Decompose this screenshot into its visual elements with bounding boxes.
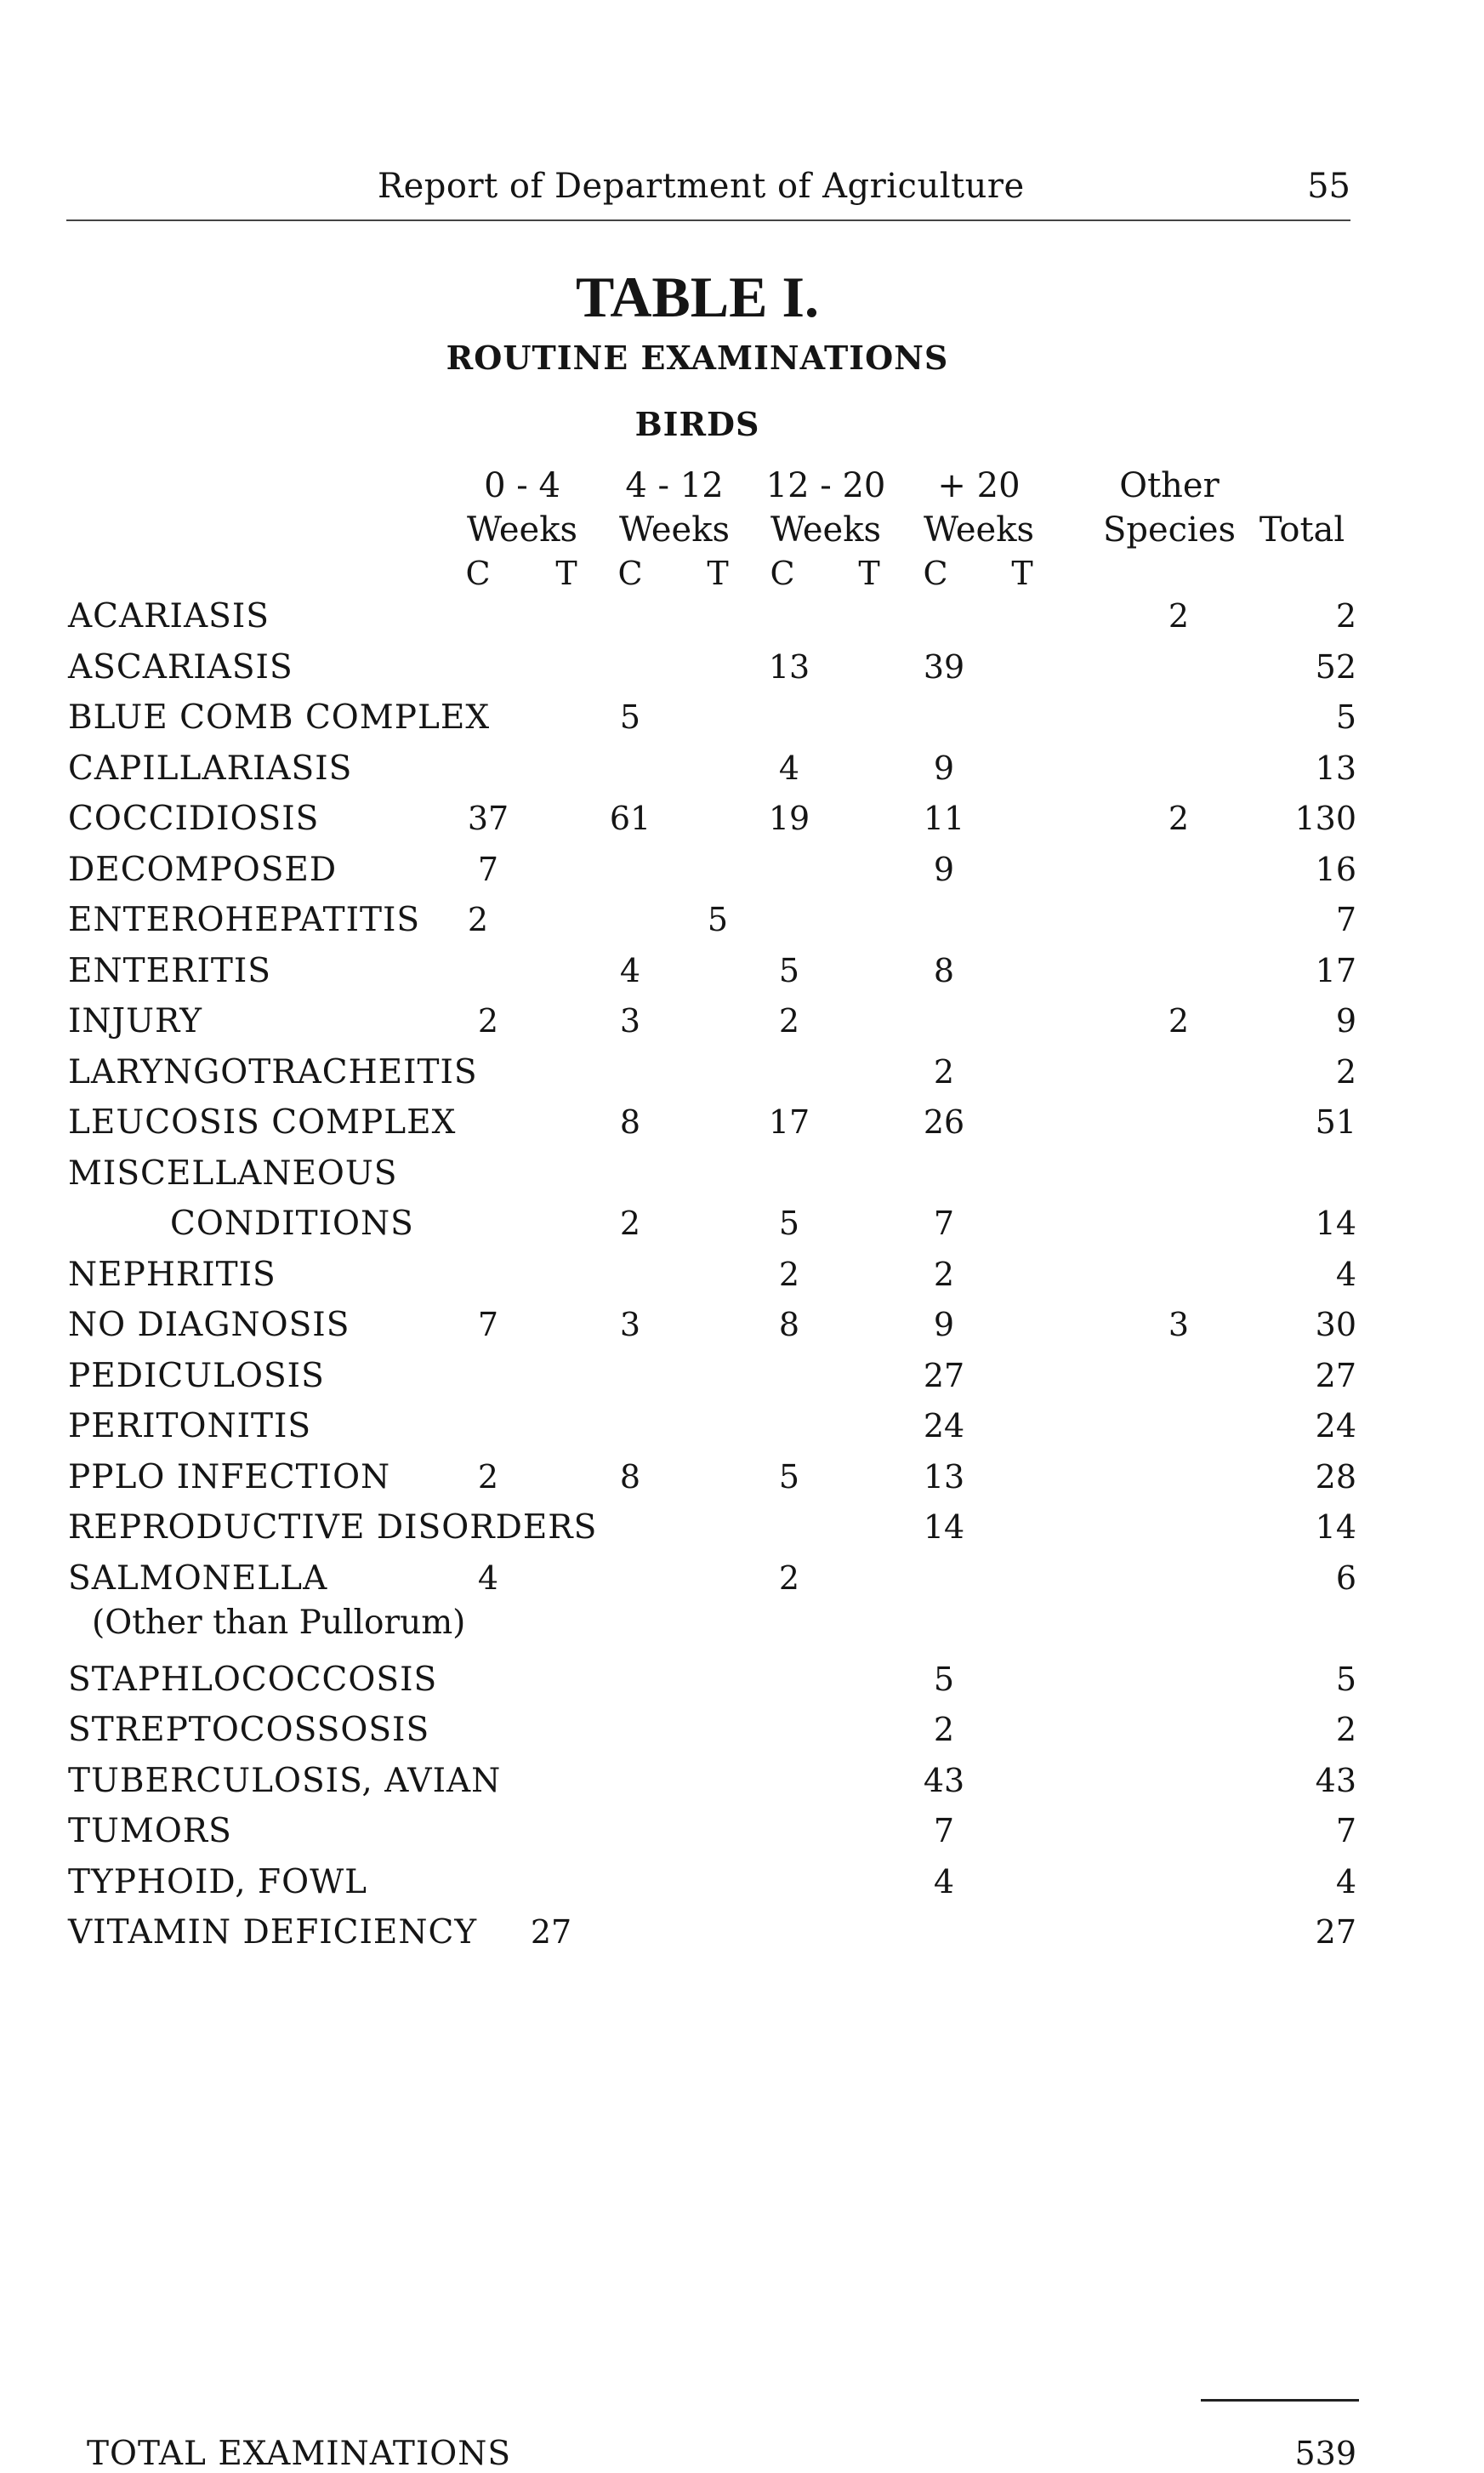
table-cell: 2 <box>933 1711 955 1748</box>
row-label: STREPTOCOSSOSIS <box>68 1711 430 1749</box>
row-total: 16 <box>1315 850 1356 888</box>
table-cell: 9 <box>933 850 955 888</box>
table-cell: 2 <box>1168 800 1190 837</box>
age-range-header: 0 - 4 <box>484 466 560 505</box>
table-cell: 2 <box>933 1052 955 1091</box>
table-cell: 13 <box>768 647 810 686</box>
row-label: CAPILLARIASIS <box>68 749 353 788</box>
total-rule <box>1201 2399 1359 2402</box>
row-total: 52 <box>1315 647 1356 686</box>
table-category: BIRDS <box>634 405 760 443</box>
table-cell: 26 <box>923 1103 965 1141</box>
table-cell: 27 <box>923 1356 965 1394</box>
row-label: PPLO INFECTION <box>68 1457 391 1496</box>
row-total: 7 <box>1335 1812 1356 1849</box>
row-label: MISCELLANEOUS <box>68 1154 398 1193</box>
table-cell: 14 <box>923 1508 965 1546</box>
row-total: 43 <box>1315 1761 1356 1799</box>
table-cell: 9 <box>933 749 955 787</box>
row-label: PERITONITIS <box>68 1407 312 1445</box>
table-cell: 5 <box>707 901 729 938</box>
row-label: ENTEROHEPATITIS <box>68 901 421 939</box>
table-cell: 7 <box>933 1205 955 1242</box>
table-cell: 5 <box>619 698 641 736</box>
ct-label: C <box>465 555 491 592</box>
table-cell: 61 <box>609 800 651 837</box>
total-header: Total <box>1259 510 1345 550</box>
other-species-header: Other <box>1119 466 1220 505</box>
table-cell: 3 <box>619 1002 641 1040</box>
table-cell: 2 <box>778 1255 800 1293</box>
row-note: (Other than Pullorum) <box>92 1603 466 1642</box>
table-cell: 39 <box>923 647 965 686</box>
row-total: 14 <box>1315 1508 1356 1546</box>
row-total: 130 <box>1294 800 1356 837</box>
row-label: LEUCOSIS COMPLEX <box>68 1103 457 1142</box>
age-unit-header: Weeks <box>924 510 1034 550</box>
row-total: 2 <box>1335 1711 1356 1748</box>
row-label: CONDITIONS <box>170 1205 414 1243</box>
ct-label: C <box>617 555 643 592</box>
table-cell: 7 <box>933 1812 955 1849</box>
row-total: 27 <box>1315 1913 1356 1951</box>
row-label: SALMONELLA <box>68 1558 328 1598</box>
table-cell: 7 <box>477 1306 499 1343</box>
row-label: ASCARIASIS <box>68 647 293 687</box>
table-cell: 3 <box>619 1306 641 1343</box>
row-total: 9 <box>1335 1002 1356 1040</box>
row-total: 2 <box>1335 597 1356 635</box>
row-label: TUBERCULOSIS, AVIAN <box>68 1761 502 1800</box>
age-range-header: 4 - 12 <box>625 466 724 505</box>
table-cell: 17 <box>768 1103 810 1141</box>
table-cell: 9 <box>933 1306 955 1343</box>
row-label: REPRODUCTIVE DISORDERS <box>68 1508 598 1547</box>
table-cell: 2 <box>477 1457 499 1496</box>
row-total: 14 <box>1315 1205 1356 1242</box>
row-total: 30 <box>1315 1306 1356 1343</box>
table-cell: 4 <box>933 1862 955 1900</box>
row-label: ACARIASIS <box>68 597 270 635</box>
ct-label: T <box>1011 555 1033 592</box>
header-rule <box>66 219 1350 221</box>
other-species-header: Species <box>1102 510 1237 550</box>
table-cell: 2 <box>467 901 489 938</box>
table-cell: 5 <box>778 1457 800 1496</box>
age-unit-header: Weeks <box>770 510 881 550</box>
table-cell: 5 <box>933 1660 955 1698</box>
table-cell: 11 <box>923 800 965 837</box>
table-cell: 5 <box>778 951 800 989</box>
table-cell: 8 <box>933 951 955 989</box>
row-label: NEPHRITIS <box>68 1255 276 1294</box>
grand-total-value: 539 <box>1294 2435 1356 2472</box>
table-cell: 2 <box>477 1002 499 1040</box>
table-cell: 4 <box>619 951 641 989</box>
ct-label: T <box>858 555 880 592</box>
row-label: TUMORS <box>68 1812 232 1850</box>
row-total: 4 <box>1335 1255 1356 1293</box>
age-range-header: 12 - 20 <box>765 466 886 505</box>
row-label: ENTERITIS <box>68 951 271 990</box>
table-cell: 4 <box>778 749 800 787</box>
row-total: 7 <box>1335 901 1356 938</box>
age-range-header: + 20 <box>937 466 1021 505</box>
table-subtitle: ROUTINE EXAMINATIONS <box>446 339 949 377</box>
row-label: PEDICULOSIS <box>68 1356 325 1395</box>
table-cell: 2 <box>1168 597 1190 635</box>
table-cell: 2 <box>778 1558 800 1597</box>
row-label: NO DIAGNOSIS <box>68 1306 350 1344</box>
age-unit-header: Weeks <box>467 510 577 550</box>
row-total: 27 <box>1315 1356 1356 1394</box>
row-label: COCCIDIOSIS <box>68 800 320 838</box>
row-total: 24 <box>1315 1407 1356 1444</box>
page-number: 55 <box>1307 167 1350 206</box>
ct-label: T <box>555 555 577 592</box>
row-label: TYPHOID, FOWL <box>68 1862 368 1901</box>
table-title: TABLE I. <box>576 265 819 329</box>
ct-label: T <box>707 555 729 592</box>
row-label: LARYNGOTRACHEITIS <box>68 1052 478 1091</box>
row-label: STAPHLOCOCCOSIS <box>68 1660 438 1699</box>
row-total: 4 <box>1335 1862 1356 1900</box>
table-cell: 37 <box>467 800 509 837</box>
row-total: 17 <box>1315 951 1356 989</box>
table-cell: 2 <box>778 1002 800 1040</box>
table-cell: 13 <box>923 1457 965 1496</box>
table-cell: 2 <box>933 1255 955 1293</box>
row-total: 51 <box>1315 1103 1356 1141</box>
table-cell: 27 <box>530 1913 572 1951</box>
row-label: DECOMPOSED <box>68 850 338 889</box>
grand-total-label: TOTAL EXAMINATIONS <box>87 2435 512 2473</box>
page-header <box>66 167 1350 214</box>
table-cell: 3 <box>1168 1306 1190 1343</box>
table-cell: 7 <box>477 850 499 888</box>
table-cell: 19 <box>768 800 810 837</box>
row-total: 6 <box>1335 1558 1356 1597</box>
row-total: 28 <box>1315 1457 1356 1496</box>
row-label: BLUE COMB COMPLEX <box>68 698 491 737</box>
row-total: 5 <box>1335 1660 1356 1698</box>
row-label: INJURY <box>68 1002 202 1040</box>
ct-label: C <box>923 555 948 592</box>
row-total: 5 <box>1335 698 1356 736</box>
ct-label: C <box>770 555 795 592</box>
table-cell: 2 <box>1168 1002 1190 1040</box>
row-label: VITAMIN DEFICIENCY <box>68 1913 478 1952</box>
table-cell: 8 <box>778 1306 800 1343</box>
table-cell: 5 <box>778 1205 800 1242</box>
table-cell: 8 <box>619 1103 641 1141</box>
table-cell: 2 <box>619 1205 641 1242</box>
table-cell: 4 <box>477 1558 499 1597</box>
running-title: Report of Department of Agriculture <box>378 167 1025 206</box>
table-cell: 24 <box>923 1407 965 1444</box>
row-total: 2 <box>1335 1052 1356 1091</box>
table-cell: 43 <box>923 1761 965 1799</box>
age-unit-header: Weeks <box>619 510 730 550</box>
table-cell: 8 <box>619 1457 641 1496</box>
row-total: 13 <box>1315 749 1356 787</box>
